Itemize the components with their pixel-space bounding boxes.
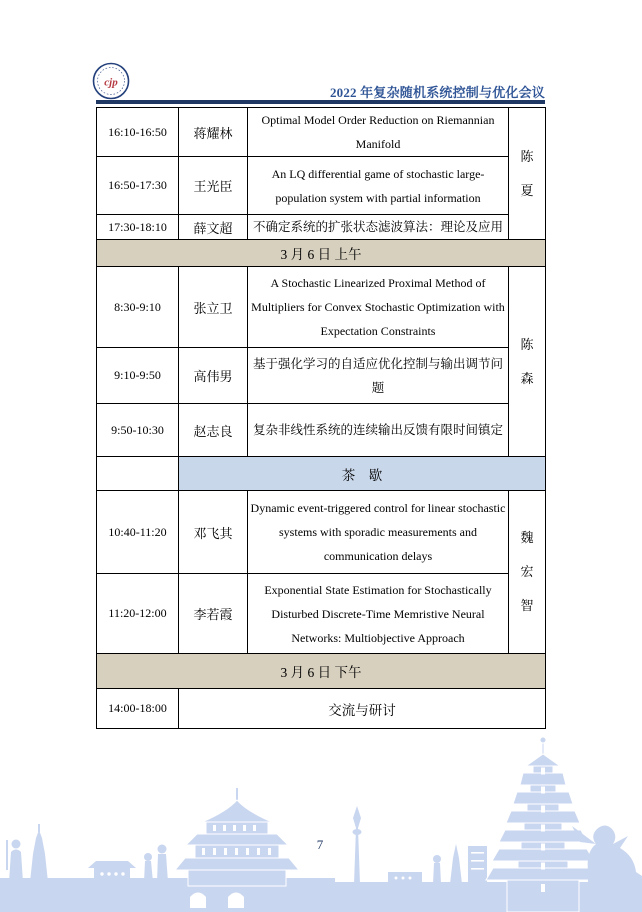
- chair-name: 陈森: [520, 336, 534, 386]
- time-cell: 9:50-10:30: [97, 404, 179, 457]
- time-cell: 16:50-17:30: [97, 157, 179, 215]
- discussion-cell: 交流与研讨: [179, 689, 546, 729]
- table-row: [97, 267, 546, 348]
- table-row: [97, 491, 546, 574]
- speaker-cell: 高伟男: [179, 348, 248, 404]
- speaker-cell: 邓飞其: [179, 491, 248, 574]
- section-row: [97, 240, 546, 267]
- tea-break-cell: 茶 歇: [179, 457, 546, 491]
- section-header-afternoon: 3 月 6 日 下午: [97, 654, 546, 689]
- schedule-table: [96, 107, 546, 729]
- speaker-cell: 张立卫: [179, 267, 248, 348]
- speaker-cell: 薛文超: [179, 215, 248, 240]
- section-header-morning: 3 月 6 日 上午: [97, 240, 546, 267]
- speaker-cell: 王光臣: [179, 157, 248, 215]
- logo-script-text: cjp: [104, 76, 118, 89]
- speaker-cell: 蒋耀林: [179, 108, 248, 157]
- empty-cell: [97, 457, 179, 491]
- discussion-row: [97, 689, 546, 729]
- talk-title-cell: 不确定系统的扩张状态滤波算法：理论及应用: [248, 215, 509, 240]
- section-row: [97, 654, 546, 689]
- talk-title-cell: Exponential State Estimation for Stochastically Disturbed Discrete-Time Memristive Neural Networks: Multiobjective Approach: [248, 574, 509, 654]
- talk-title-cell: 基于强化学习的自适应优化控制与输出调节问题: [248, 348, 509, 404]
- page-number: 7: [316, 837, 324, 852]
- table-row: [97, 215, 546, 240]
- talk-title-cell: A Stochastic Linearized Proximal Method of Multipliers for Convex Stochastic Optimization with Expectation Constraints: [248, 267, 509, 348]
- talk-title-cell: An LQ differential game of stochastic large-population system with partial information: [248, 157, 509, 215]
- xian-skyline-graphic: [0, 732, 642, 912]
- table-row: [97, 574, 546, 654]
- chair-cell: [509, 491, 546, 654]
- time-cell: 14:00-18:00: [97, 689, 179, 729]
- chair-name: 陈夏: [520, 148, 534, 198]
- time-cell: 16:10-16:50: [97, 108, 179, 157]
- talk-title-cell: 复杂非线性系统的连续输出反馈有限时间镇定: [248, 404, 509, 457]
- time-cell: 17:30-18:10: [97, 215, 179, 240]
- header-divider: [96, 100, 545, 104]
- talk-title-cell: Optimal Model Order Reduction on Riemannian Manifold: [248, 108, 509, 157]
- speaker-cell: 赵志良: [179, 404, 248, 457]
- time-cell: 8:30-9:10: [97, 267, 179, 348]
- chair-cell: [509, 267, 546, 457]
- time-cell: 11:20-12:00: [97, 574, 179, 654]
- talk-title-cell: Dynamic event-triggered control for linear stochastic systems with sporadic measurements and communication delays: [248, 491, 509, 574]
- table-row: [97, 404, 546, 457]
- chair-name: 魏宏智: [520, 530, 534, 613]
- page-title: 2022 年复杂随机系统控制与优化会议: [329, 85, 545, 100]
- time-cell: 10:40-11:20: [97, 491, 179, 574]
- speaker-cell: 李若霞: [179, 574, 248, 654]
- tea-break-row: [97, 457, 546, 491]
- table-row: [97, 157, 546, 215]
- table-row: [97, 348, 546, 404]
- time-cell: 9:10-9:50: [97, 348, 179, 404]
- chair-cell: [509, 108, 546, 240]
- table-row: [97, 108, 546, 157]
